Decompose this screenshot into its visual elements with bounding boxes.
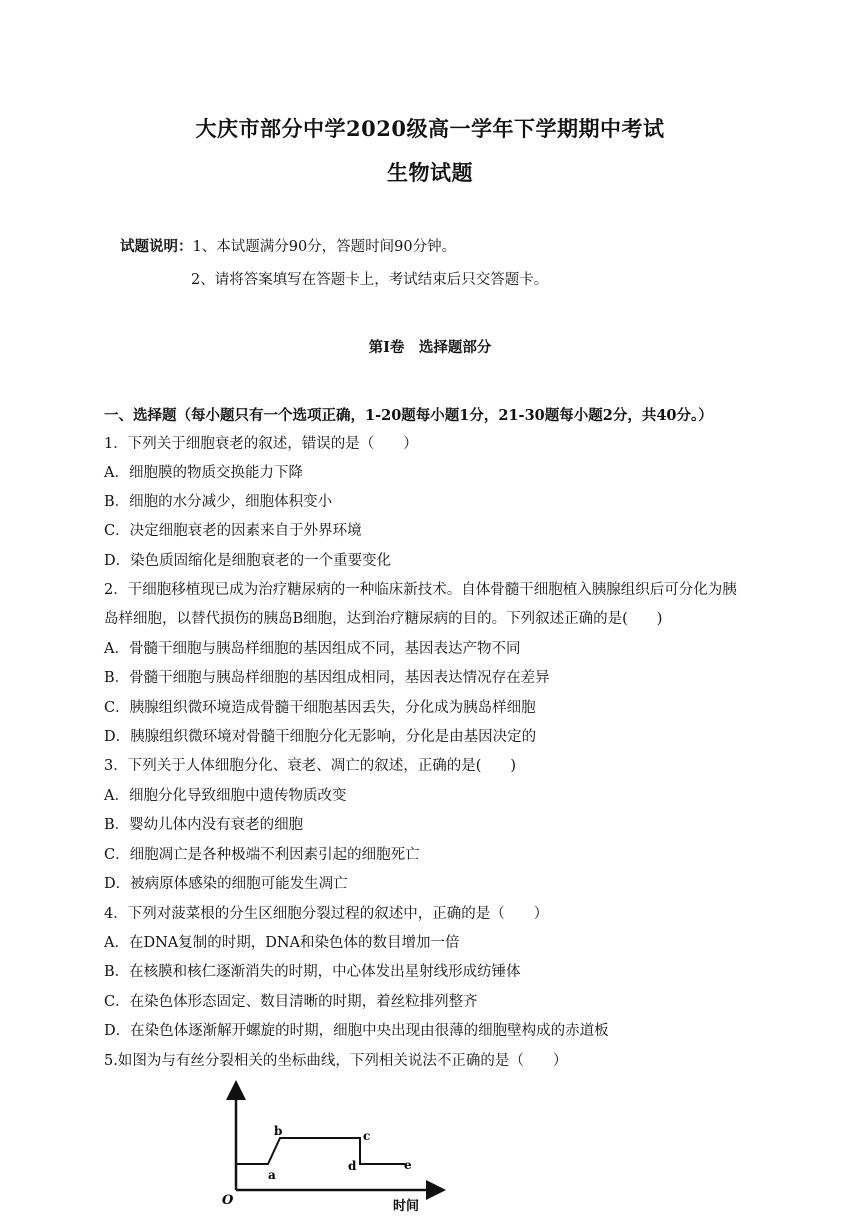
question-2-option-b: B．骨髓干细胞与胰岛样细胞的基因组成相同，基因表达情况存在差异 [104, 670, 550, 686]
origin-label: O [222, 1193, 234, 1208]
instruction-item: 2、请将答案填写在答题卡上，考试结束后只交答题卡。 [191, 272, 549, 288]
question-3-option-d: D．被病原体感染的细胞可能发生凋亡 [104, 876, 348, 892]
question-4-option-c: C．在染色体形态固定、数目清晰的时期，着丝粒排列整齐 [104, 994, 478, 1010]
point-label-c: c [363, 1129, 371, 1143]
mitosis-curve-figure [210, 1080, 450, 1216]
question-1-option-d: D．染色质固缩化是细胞衰老的一个重要变化 [104, 553, 392, 569]
point-label-e: e [404, 1158, 412, 1172]
question-4-option-a: A．在DNA复制的时期，DNA和染色体的数目增加一倍 [104, 935, 460, 951]
part-heading: 一、选择题（每小题只有一个选项正确，1-20题每小题1分，21-30题每小题2分，共40分。） [104, 407, 713, 424]
question-1-option-a: A．细胞膜的物质交换能力下降 [104, 465, 303, 481]
instruction-item: 1、本试题满分90分，答题时间90分钟。 [192, 239, 457, 255]
question-3-option-a: A．细胞分化导致细胞中遗传物质改变 [104, 788, 347, 804]
question-2-stem-line-1: 2．干细胞移植现已成为治疗糖尿病的一种临床新技术。自体骨髓干细胞植入胰腺组织后可分化为胰 [104, 582, 737, 598]
question-1-option-b: B．细胞的水分减少，细胞体积变小 [104, 494, 333, 510]
point-label-a: a [268, 1168, 276, 1182]
point-label-d: d [348, 1159, 357, 1173]
curve [236, 1138, 405, 1164]
question-4-stem: 4．下列对菠菜根的分生区细胞分裂过程的叙述中，正确的是（ ） [104, 906, 549, 922]
question-3-option-b: B．婴幼儿体内没有衰老的细胞 [104, 817, 304, 833]
exam-subtitle: 生物试题 [387, 160, 473, 185]
section-title: 第Ⅰ卷 选择题部分 [368, 339, 492, 356]
instructions-line-1 [120, 235, 456, 256]
question-3-option-c: C．细胞凋亡是各种极端不利因素引起的细胞死亡 [104, 847, 420, 863]
question-2-option-d: D．胰腺组织微环境对骨髓干细胞分化无影响，分化是由基因决定的 [104, 729, 537, 745]
question-4-option-d: D．在染色体逐渐解开螺旋的时期，细胞中央出现由很薄的细胞壁构成的赤道板 [104, 1023, 609, 1039]
question-5-stem: 5.如图为与有丝分裂相关的坐标曲线，下列相关说法不正确的是（ ） [104, 1053, 568, 1069]
question-1-option-c: C．决定细胞衰老的因素来自于外界环境 [104, 523, 362, 539]
question-4-option-b: B．在核膜和核仁逐渐消失的时期，中心体发出星射线形成纺锤体 [104, 964, 521, 980]
point-label-b: b [274, 1124, 283, 1138]
x-axis-label: 时间 [393, 1199, 420, 1214]
question-2-option-a: A．骨髓干细胞与胰岛样细胞的基因组成不同，基因表达产物不同 [104, 641, 521, 657]
question-2-stem-line-2: 岛样细胞，以替代损伤的胰岛B细胞，达到治疗糖尿病的目的。下列叙述正确的是( ) [104, 611, 663, 627]
instructions-label: 试题说明： [120, 238, 193, 255]
exam-title: 大庆市部分中学2020级高一学年下学期期中考试 [195, 116, 665, 141]
question-3-stem: 3．下列关于人体细胞分化、衰老、凋亡的叙述，正确的是( ) [104, 758, 517, 774]
question-2-option-c: C．胰腺组织微环境造成骨髓干细胞基因丢失，分化成为胰岛样细胞 [104, 700, 536, 716]
question-1-stem: 1．下列关于细胞衰老的叙述，错误的是（ ） [104, 436, 418, 452]
